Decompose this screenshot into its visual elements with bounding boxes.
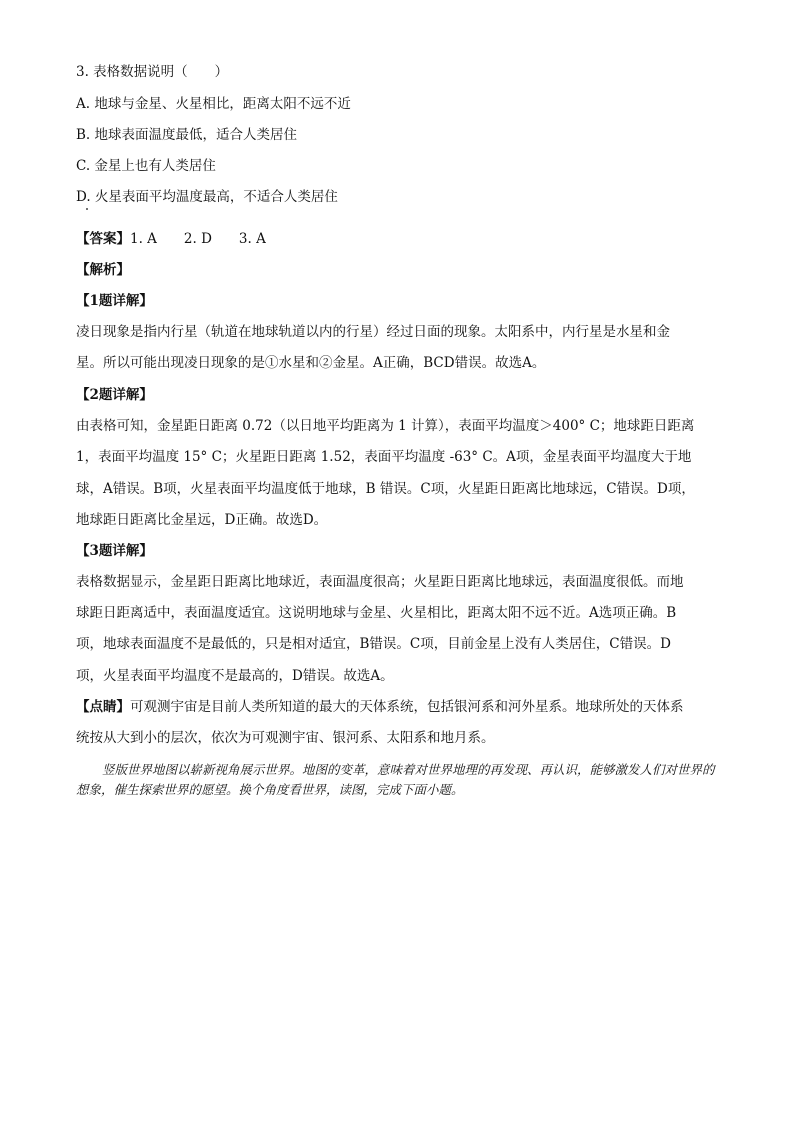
tip-line: 统按从大到小的层次，依次为可观测宇宙、银河系、太阳系和地月系。 (76, 730, 495, 746)
detail-3-line: 表格数据显示，金星距日距离比地球近，表面温度很高；火星距日距离比地球远，表面温度很低。而地 (76, 574, 684, 590)
detail-2-label: 【2题详解】 (76, 387, 153, 403)
answer-line (76, 229, 266, 249)
tip-text: 可观测宇宙是目前人类所知道的最大的天体系统，包括银河系和河外星系。地球所处的天体系 (130, 699, 684, 715)
option-a: A. 地球与金星、火星相比，距离太阳不远不近 (76, 96, 351, 112)
option-b: B. 地球表面温度最低，适合人类居住 (76, 127, 298, 143)
detail-2-line: 由表格可知，金星距日距离 0.72（以日地平均距离为 1 计算），表面平均温度＞400° C；地球距日距离 (76, 418, 695, 434)
detail-2-line: 球，A错误。B项，火星表面平均温度低于地球，B 错误。C项，火星距日距离比地球远，C错误。D项， (76, 481, 695, 497)
detail-2-line: 1，表面平均温度 15° C；火星距日距离 1.52，表面平均温度 -63° C。A项，金星表面平均温度大于地 (76, 449, 692, 465)
intro-paragraph: 竖版世界地图以崭新视角展示世界。地图的变革，意味着对世界地理的再发现、再认识，能够激发人们对世界的想象，催生探索世界的愿望。换个角度看世界，读图，完成下面小题。 (76, 762, 715, 797)
detail-1-line: 凌日现象是指内行星（轨道在地球轨道以内的行星）经过日面的现象。太阳系中，内行星是水星和金 (76, 324, 670, 340)
answer-text: 1. A 2. D 3. A (130, 231, 266, 247)
analysis-label: 【解析】 (76, 262, 130, 278)
detail-1-line: 星。所以可能出现凌日现象的是①水星和②金星。A正确，BCD错误。故选A。 (76, 355, 546, 371)
tip-line (76, 697, 684, 717)
detail-3-label: 【3题详解】 (76, 543, 153, 559)
detail-1-label: 【1题详解】 (76, 293, 153, 309)
detail-3-line: 球距日距离适中，表面温度适宜。这说明地球与金星、火星相比，距离太阳不远不近。A选项正确。B (76, 605, 677, 621)
question-3-stem: 3. 表格数据说明（ ） (76, 64, 229, 80)
detail-2-line: 地球距日距离比金星远，D正确。故选D。 (76, 512, 328, 528)
option-c: C. 金星上也有人类居住 (76, 158, 216, 174)
detail-3-line: 项，火星表面平均温度不是最高的，D错误。故选A。 (76, 668, 394, 684)
tip-label: 【点睛】 (76, 699, 130, 715)
option-d: D. 火星表面平均温度最高，不适合人类居住 (76, 189, 338, 205)
stray-dot-mark (86, 208, 88, 210)
answer-label: 【答案】 (76, 231, 130, 247)
detail-3-line: 项，地球表面温度不是最低的，只是相对适宜，B错误。C项，目前金星上没有人类居住，C错误。D (76, 636, 671, 652)
